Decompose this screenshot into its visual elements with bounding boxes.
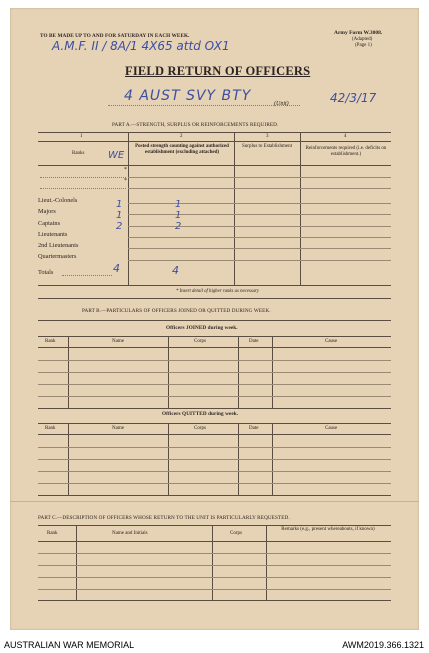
joined-header-top [38,336,391,337]
rank-majors: Majors [38,208,56,216]
quitted-col-cause: Cause [325,426,338,431]
joined-bottom [38,408,391,409]
col-number-3: 3 [266,134,269,139]
part-a-col-divider-2 [234,132,235,285]
we-value-lt-col: 1 [116,199,123,210]
joined-col-cause: Cause [325,339,338,344]
unit-handwritten: 4 AUST SVY BTY [124,88,252,104]
part-c-col-name: Name and Initials [112,531,148,536]
instruction-note: TO BE MADE UP TO AND FOR SATURDAY IN EACH WEEK. [40,33,190,39]
posted-value-lieutenants: 2 [175,221,182,232]
we-mark: WE [108,150,125,161]
part-c-row-4 [38,589,391,590]
part-c-row-1 [38,553,391,554]
col-number-4: 4 [344,134,347,139]
quitted-bottom [38,495,391,496]
joined-row-4 [38,396,391,397]
quitted-row-4 [38,483,391,484]
joined-col-corps: Corps [194,339,206,344]
date-handwritten: 42/3/17 [330,91,377,105]
row-rule-a5 [128,226,391,227]
row-rule-a1 [128,177,391,178]
joined-title: Officers JOINED during week. [166,325,238,331]
star-row-2: * [124,178,127,184]
joined-col-name: Name [112,339,124,344]
totals-posted: 4 [172,264,179,277]
joined-header-bottom [38,347,391,348]
totals-we: 4 [113,262,120,275]
we-value-captains: 2 [116,221,123,232]
part-a-col-divider-3 [300,132,301,285]
quitted-header-bottom [38,434,391,435]
quitted-header-top [38,423,391,424]
quitted-col-date: Date [249,426,259,431]
quitted-row-3 [38,471,391,472]
star-row-rule-2 [40,188,126,189]
posted-value-captains: 1 [175,210,182,221]
part-c-col-remarks: Remarks (e.g., present whereabouts, if known) [281,527,375,532]
quitted-col-rank: Rank [45,426,56,431]
handwritten-reference: A.M.F. II / 8A/1 4X65 attd OX1 [52,39,230,53]
quitted-title: Officers QUITTED during week. [162,411,239,417]
joined-row-3 [38,384,391,385]
quitted-col-name: Name [112,426,124,431]
part-a-top-rule [38,132,391,133]
rank-quartermasters: Quartermasters [38,253,77,261]
joined-col-rank: Rank [45,339,56,344]
row-rule-a3 [128,203,391,204]
joined-row-1 [38,360,391,361]
rank-lieut-colonels: Lieut.-Colonels [38,197,78,204]
totals-label: Totals [38,269,54,276]
joined-row-2 [38,372,391,373]
part-a-end-rule [38,298,391,299]
part-b-top-rule [38,320,391,321]
part-c-bottom [38,600,391,601]
col-header-reinforcements: Reinforcements required (i.e. deficits on establishment.) [305,146,387,157]
col-header-ranks: Ranks [72,151,85,156]
row-rule-a2 [128,188,391,189]
row-rule-a8 [128,260,391,261]
army-form-number: Army Form W.3008. [334,30,383,36]
part-a-col-divider-1 [128,132,129,285]
form-title: FIELD RETURN OF OFFICERS [125,64,311,78]
col-number-1: 1 [80,134,83,139]
unit-label: (Unit) [274,101,289,107]
army-form-page: (Page 1) [355,43,372,48]
quitted-col-corps: Corps [194,426,206,431]
col-header-surplus: Surplus to Establishment [242,144,292,149]
totals-leader [62,275,112,276]
part-a-bottom-rule [38,285,391,286]
part-c-top-rule [38,525,391,526]
part-b-heading: PART B.—PARTICULARS OF OFFICERS JOINED OR QUITTED DURING WEEK. [82,308,271,314]
col-header-posted: Posted strength counting against authorized establishment (excluding attached) [135,144,229,155]
part-c-row-3 [38,577,391,578]
we-value-majors: 1 [116,210,123,221]
col-number-2: 2 [180,134,183,139]
rank-list [38,195,78,263]
star-row-1: * [124,167,127,173]
part-c-header-rule [38,541,391,542]
archive-footer [0,638,429,653]
part-a-num-rule [38,141,391,142]
unit-underline [108,105,300,106]
rank-lieutenants: Lieutenants [38,230,68,238]
rank-captains: Captains [38,219,61,227]
footer-institution: AUSTRALIAN WAR MEMORIAL [4,640,135,650]
posted-value-majors: 1 [175,199,182,210]
quitted-row-2 [38,459,391,460]
quitted-row-1 [38,447,391,448]
row-rule-a7 [128,248,391,249]
part-a-header-rule [38,165,391,166]
part-a-heading: PART A.—STRENGTH, SURPLUS OR REINFORCEMENTS REQUIRED. [112,122,279,128]
part-c-col-rank: Rank [47,531,58,536]
star-row-rule-1 [40,177,126,178]
part-c-row-2 [38,565,391,566]
part-a-footnote: * Insert detail of higher ranks as necessary [176,289,260,294]
army-form-adapted: (Adapted) [352,37,373,42]
paper-fold [10,501,419,502]
row-rule-a6 [128,237,391,238]
row-rule-a4 [128,214,391,215]
footer-accession-number: AWM2019.366.1321 [342,640,424,650]
joined-col-date: Date [249,339,259,344]
part-c-heading: PART C.—DESCRIPTION OF OFFICERS WHOSE RETURN TO THE UNIT IS PARTICULARLY REQUESTED. [38,515,290,521]
part-c-col-corps: Corps [230,531,242,536]
rank-2nd-lieutenants: 2nd Lieutenants [38,242,79,250]
